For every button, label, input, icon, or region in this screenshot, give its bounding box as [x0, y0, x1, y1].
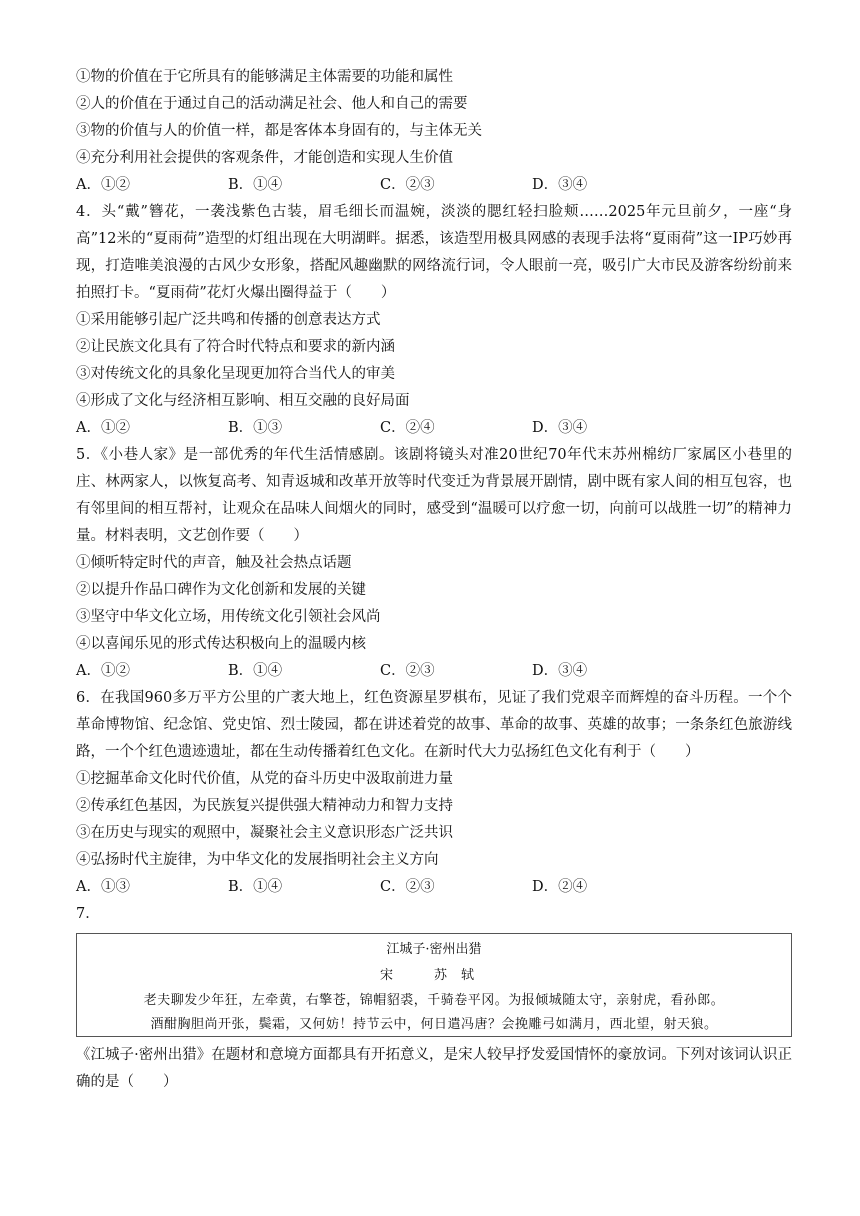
q4-choice-b: B．①③	[228, 420, 283, 436]
poem-line-2: 酒酣胸胆尚开张，鬓霜，又何妨！持节云中，何日遣冯唐？会挽雕弓如满月，西北望，射天狼。	[150, 1017, 718, 1032]
q6-option-3: ③在历史与现实的观照中，凝聚社会主义意识形态广泛共识	[76, 825, 453, 841]
q3-choice-b: B．①④	[228, 177, 283, 193]
q5-option-3: ③坚守中华文化立场，用传统文化引领社会风尚	[76, 609, 381, 625]
q5-choices	[76, 658, 792, 685]
q5-option-2: ②以提升作品口碑作为文化创新和发展的关键	[76, 582, 366, 598]
q4-choice-a: A．①②	[76, 420, 130, 436]
q4-option-3: ③对传统文化的具象化呈现更加符合当代人的审美	[76, 366, 395, 382]
q7-stem: 《江城子·密州出猎》在题材和意境方面都具有开拓意义，是宋人较早抒发爱国情怀的豪放词。下列对该词认识正确的是（ ）	[76, 1047, 792, 1090]
q3-choice-a: A．①②	[76, 177, 130, 193]
q6-stem: 6．在我国960多万平方公里的广袤大地上，红色资源星罗棋布，见证了我们党艰辛而辉煌的奋斗历程。一个个革命博物馆、纪念馆、党史馆、烈士陵园，都在讲述着党的故事、革命的故事、英雄的故事；一条条红色旅游线路，一个个红色遗迹遗址，都在生动传播着红色文化。在新时代大力弘扬红色文化有利于（ ）	[76, 690, 792, 760]
exam-page	[76, 64, 792, 1096]
q4-choice-d: D．③④	[532, 420, 588, 436]
q4-choices	[76, 415, 792, 442]
poem-title: 江城子·密州出猎	[386, 942, 482, 957]
poem-box	[76, 933, 792, 1037]
q7-number: 7．	[76, 906, 100, 922]
q4-option-1: ①采用能够引起广泛共鸣和传播的创意表达方式	[76, 312, 381, 328]
q3-option-2: ②人的价值在于通过自己的活动满足社会、他人和自己的需要	[76, 96, 468, 112]
q5-option-4: ④以喜闻乐见的形式传达积极向上的温暖内核	[76, 636, 366, 652]
q3-option-4: ④充分利用社会提供的客观条件，才能创造和实现人生价值	[76, 150, 453, 166]
q5-choice-d: D．③④	[532, 663, 588, 679]
q4-option-4: ④形成了文化与经济相互影响、相互交融的良好局面	[76, 393, 410, 409]
q3-choice-d: D．③④	[532, 177, 588, 193]
q3-option-3: ③物的价值与人的价值一样，都是客体本身固有的，与主体无关	[76, 123, 482, 139]
q6-choice-b: B．①④	[228, 879, 283, 895]
poem-line-1: 老夫聊发少年狂，左牵黄，右擎苍，锦帽貂裘，千骑卷平冈。为报倾城随太守，亲射虎，看孙郎。	[143, 993, 725, 1008]
q6-option-4: ④弘扬时代主旋律，为中华文化的发展指明社会主义方向	[76, 852, 439, 868]
q5-stem: 5．《小巷人家》是一部优秀的年代生活情感剧。该剧将镜头对准20世纪70年代末苏州棉纺厂家属区小巷里的庄、林两家人，以恢复高考、知青返城和改革开放等时代变迁为背景展开剧情，剧中既有家人间的相互包容，也有邻里间的相互帮衬，让观众在品味人间烟火的同时，感受到“温暖可以疗愈一切，向前可以战胜一切”的精神力量。材料表明，文艺创作要（ ）	[76, 447, 792, 544]
q4-option-2: ②让民族文化具有了符合时代特点和要求的新内涵	[76, 339, 395, 355]
q3-option-1: ①物的价值在于它所具有的能够满足主体需要的功能和属性	[76, 69, 453, 85]
q6-choice-a: A．①③	[76, 879, 130, 895]
q3-choice-c: C．②③	[380, 177, 435, 193]
q5-choice-a: A．①②	[76, 663, 130, 679]
q6-choice-c: C．②③	[380, 879, 435, 895]
q5-choice-c: C．②③	[380, 663, 435, 679]
q4-stem: 4．头“戴”簪花，一袭浅紫色古装，眉毛细长而温婉，淡淡的腮红轻扫脸颊……2025年元旦前夕，一座“身高”12米的“夏雨荷”造型的灯组出现在大明湖畔。据悉，该造型用极具网感的表现手法将“夏雨荷”这一IP巧妙再现，打造唯美浪漫的古风少女形象，搭配风趣幽默的网络流行词，令人眼前一亮，吸引广大市民及游客纷纷前来拍照打卡。“夏雨荷”花灯火爆出圈得益于（ ）	[76, 204, 792, 301]
q6-choice-d: D．②④	[532, 879, 588, 895]
q6-choices	[76, 874, 792, 901]
q3-choices	[76, 172, 792, 199]
q4-choice-c: C．②④	[380, 420, 435, 436]
q5-option-1: ①倾听特定时代的声音，触及社会热点话题	[76, 555, 352, 571]
poem-author: 宋 苏轼	[379, 968, 488, 983]
q6-option-1: ①挖掘革命文化时代价值，从党的奋斗历史中汲取前进力量	[76, 771, 453, 787]
q5-choice-b: B．①④	[228, 663, 283, 679]
q6-option-2: ②传承红色基因，为民族复兴提供强大精神动力和智力支持	[76, 798, 453, 814]
